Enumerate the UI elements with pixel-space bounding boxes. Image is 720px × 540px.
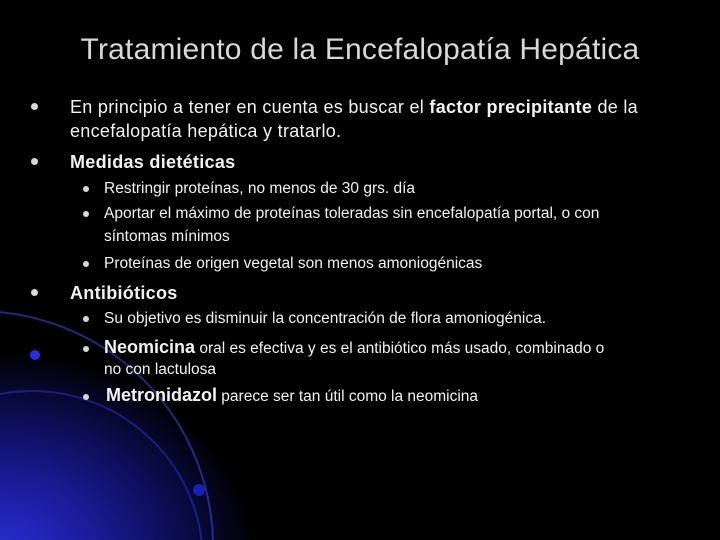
sub-item: Restringir proteínas, no menos de 30 grs. día bbox=[104, 180, 416, 197]
bullet-item-factor-line2: encefalopatía hepática y tratarlo. bbox=[70, 121, 342, 141]
sub-item: Aportar el máximo de proteínas toleradas sin encefalopatía portal, o con bbox=[104, 205, 600, 222]
bullet-icon bbox=[31, 289, 38, 296]
sub-bullet-icon bbox=[83, 316, 89, 322]
bullet-item-factor bbox=[70, 95, 710, 119]
sub-item-line2: no con lactulosa bbox=[104, 361, 217, 378]
sub-item: Proteínas de origen vegetal son menos amoniogénicas bbox=[104, 255, 483, 272]
sub-bullet-icon bbox=[83, 346, 89, 352]
bullet-icon bbox=[31, 158, 38, 165]
item-bold-text: Neomicina bbox=[104, 337, 196, 357]
sub-bullet-icon bbox=[83, 261, 89, 267]
item-text: En principio a tener en cuenta es buscar el bbox=[70, 97, 430, 117]
decorative-dot bbox=[193, 484, 205, 496]
decorative-arc bbox=[0, 390, 204, 540]
item-bold-text: factor precipitante bbox=[429, 97, 593, 117]
bullet-item-antibiotics: Antibióticos bbox=[70, 283, 178, 303]
item-text: parece ser tan útil como la neomicina bbox=[217, 388, 479, 405]
bullet-icon bbox=[31, 103, 38, 110]
sub-item-line2: síntomas mínimos bbox=[104, 228, 230, 245]
sub-item-metronidazol bbox=[106, 384, 716, 408]
item-bold-text: Metronidazol bbox=[106, 385, 217, 405]
sub-bullet-icon bbox=[83, 211, 89, 217]
decorative-dot bbox=[30, 350, 40, 360]
bullet-item-dietary: Medidas dietéticas bbox=[70, 152, 236, 172]
item-text: de la bbox=[592, 97, 638, 117]
slide-title: Tratamiento de la Encefalopatía Hepática bbox=[80, 33, 640, 66]
item-text: oral es efectiva y es el antibiótico más usado, combinado o bbox=[195, 340, 605, 357]
sub-item: Su objetivo es disminuir la concentración de flora amoniogénica. bbox=[104, 310, 546, 327]
sub-item-neomicina bbox=[104, 336, 714, 360]
sub-bullet-icon bbox=[83, 186, 89, 192]
sub-bullet-icon bbox=[83, 394, 89, 400]
